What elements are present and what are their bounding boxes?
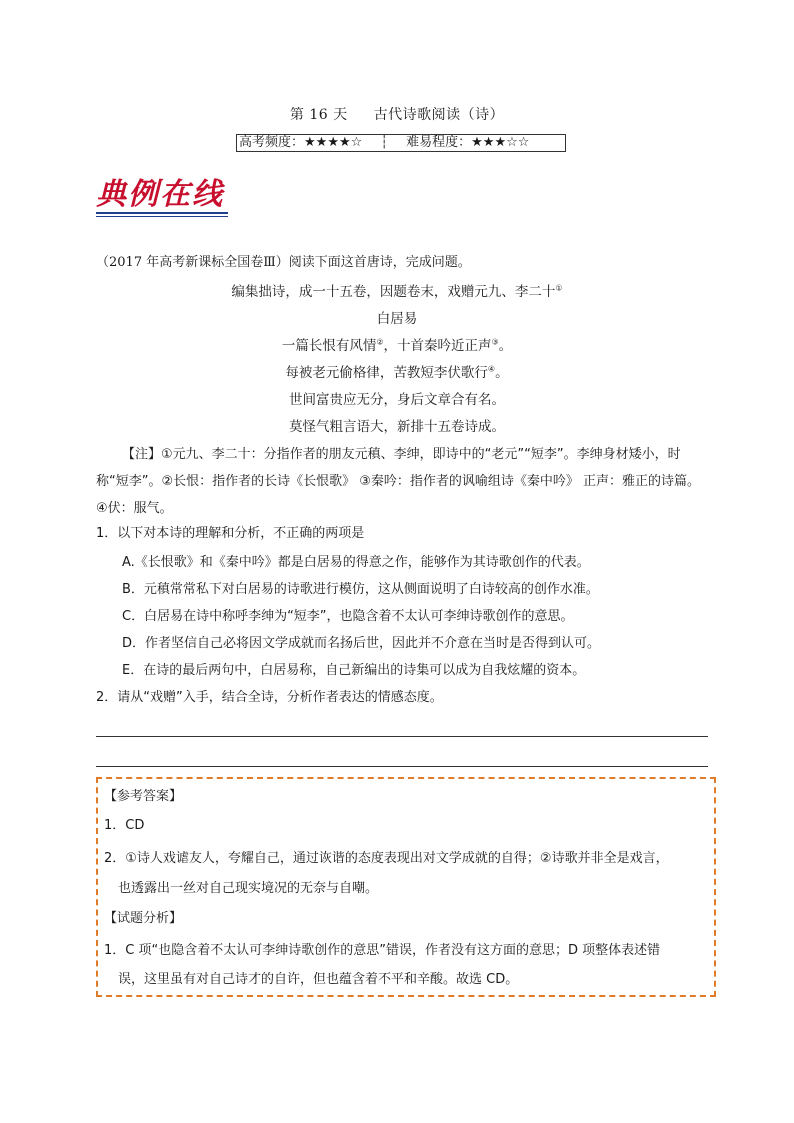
frequency-stars: ★★★★☆ (304, 135, 363, 150)
option-a: A.《长恨歌》和《秦中吟》都是白居易的得意之作，能够作为其诗歌创作的代表。 (122, 555, 590, 570)
poem-line: 一篇长恨有风情②，十首秦吟近正声③。 (281, 337, 513, 354)
reference-answer-label: 【参考答案】 (104, 789, 183, 804)
rating-box (236, 134, 566, 152)
poem-notes: 【注】①元九、李二十：分指作者的朋友元稹、李绅，即诗中的“老元”“短李”。李绅身材矮小，时称“短李”。②长恨：指作者的长诗《长恨歌》 ③秦吟：指作者的讽喻组诗《秦中吟》 正声：雅正的诗篇。④伏：服气。 (96, 447, 701, 516)
answer-1: 1．CD (104, 818, 145, 833)
section-banner (96, 178, 228, 218)
analysis-1-line-1: 1．C 项“也隐含着不太认可李绅诗歌创作的意思”错误，作者没有这方面的意思；D 项整体表述错 (104, 943, 661, 958)
poem-line: 每被老元偷格律，苦教短李伏歌行④。 (285, 364, 509, 381)
analysis-label: 【试题分析】 (104, 911, 183, 926)
difficulty-stars: ★★★☆☆ (471, 135, 530, 150)
poem-line: 世间富贵应无分，身后文章合有名。 (289, 392, 505, 408)
poem-author: 白居易 (376, 311, 418, 327)
page-title (0, 104, 794, 124)
banner-text: 典例在线 (96, 177, 224, 212)
poem-title: 编集拙诗，成一十五卷，因题卷末，戏赠元九、李二十① (231, 283, 563, 300)
question-intro: （2017 年高考新课标全国卷Ⅲ）阅读下面这首唐诗，完成问题。 (96, 255, 471, 270)
answer-2-line-2: 也透露出一丝对自己现实境况的无奈与自嘲。 (118, 881, 379, 896)
option-d: D．作者坚信自己必将因文学成就而名扬后世，因此并不介意在当时是否得到认可。 (122, 636, 601, 651)
answer-line (96, 766, 708, 767)
option-b: B．元稹常常私下对白居易的诗歌进行模仿，这从侧面说明了白诗较高的创作水准。 (122, 582, 599, 597)
difficulty-label: 难易程度： (406, 135, 472, 150)
frequency-label: 高考频度： (239, 135, 305, 150)
question-2: 2．请从“戏赠”入手，结合全诗，分析作者表达的情感态度。 (96, 690, 443, 705)
banner-underline (96, 212, 228, 214)
topic-title: 古代诗歌阅读（诗） (373, 107, 505, 123)
poem-line: 莫怪气粗言语大，新排十五卷诗成。 (289, 419, 505, 435)
question-1: 1．以下对本诗的理解和分析，不正确的两项是 (96, 526, 365, 541)
day-label: 第 16 天 (289, 107, 348, 123)
banner-underline-thin (96, 216, 228, 217)
answer-line (96, 736, 708, 737)
answer-2-line-1: 2．①诗人戏谑友人，夸耀自己，通过诙谐的态度表现出对文学成就的自得；②诗歌并非全是戏言， (104, 851, 669, 866)
option-c: C．白居易在诗中称呼李绅为“短李”，也隐含着不太认可李绅诗歌创作的意思。 (122, 609, 574, 624)
option-e: E．在诗的最后两句中，白居易称，自己新编出的诗集可以成为自我炫耀的资本。 (122, 663, 586, 678)
analysis-1-line-2: 误，这里虽有对自己诗才的自许，但也蕴含着不平和辛酸。故选 CD。 (118, 972, 519, 987)
rating-separator: ┆ (380, 135, 389, 150)
